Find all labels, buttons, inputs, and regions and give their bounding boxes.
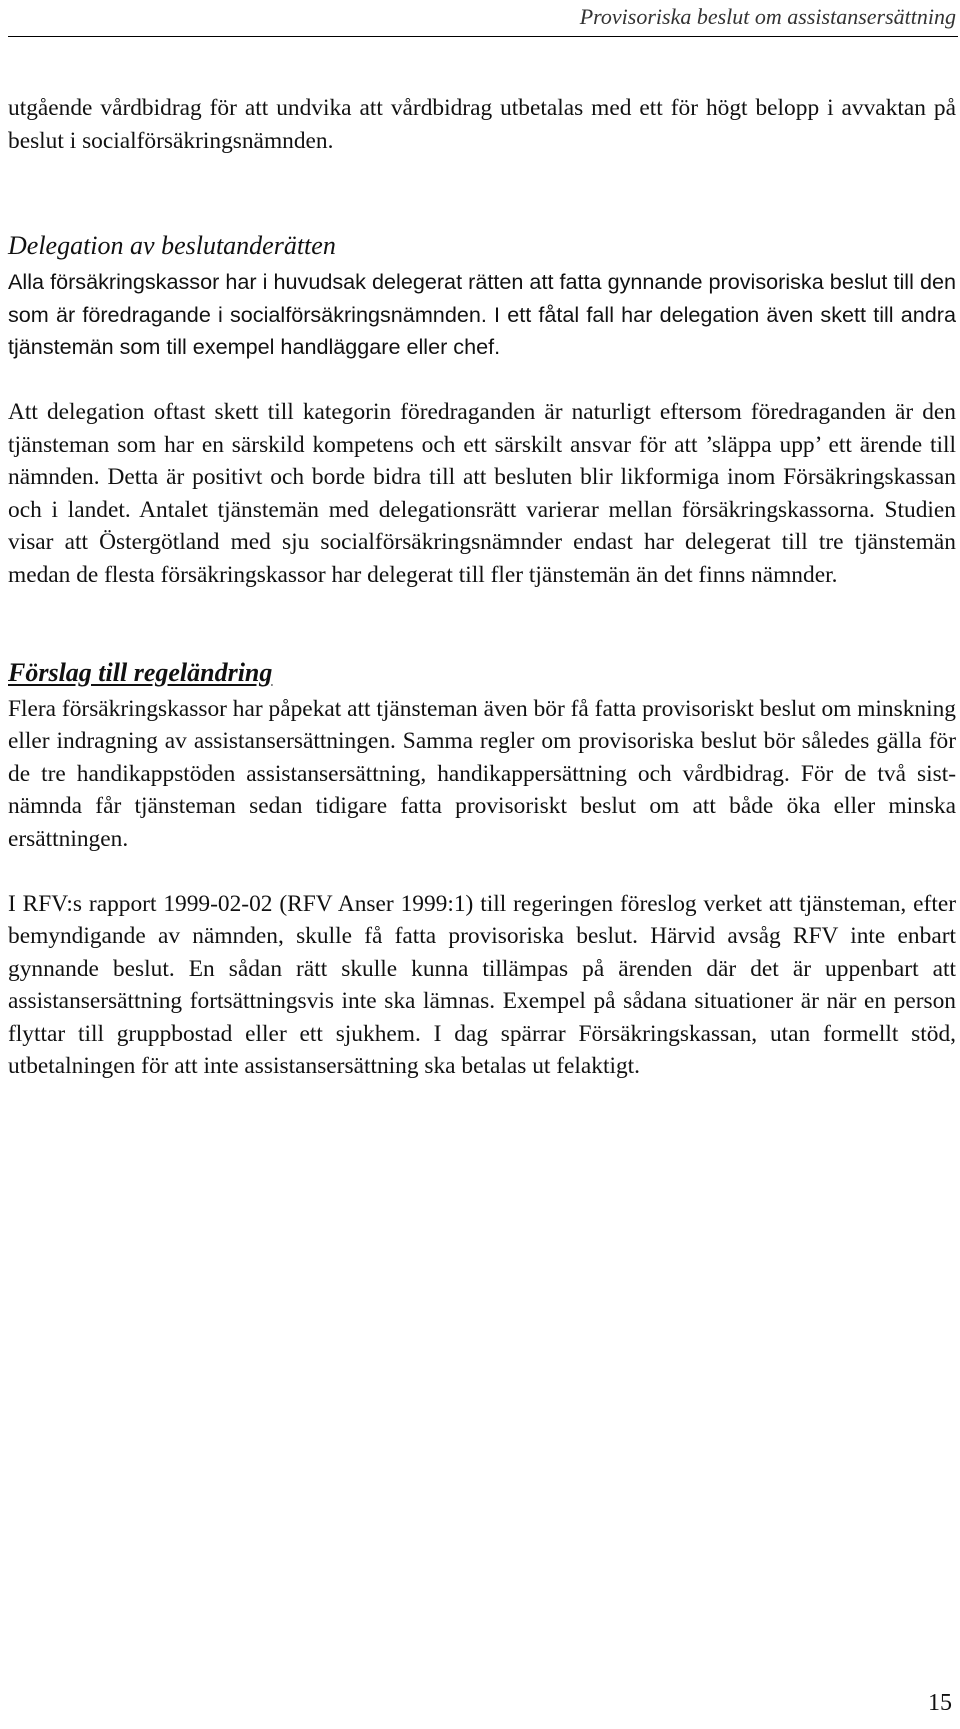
- paragraph-continuation: utgående vårdbidrag för att undvika att vårdbidrag utbetalas med ett för högt belopp i avvaktan på beslut i socialförsäkringsnämnden.: [8, 95, 956, 154]
- paragraph-delegation-intro: Alla försäkringskassor har i huvudsak delegerat rätten att fatta gynnande provisoriska beslut till den som är föredragande i socialförsäkringsnämnden. I ett fåtal fall har delegation även skett till andra tjänstemän som till exempel handläggare eller chef.: [8, 269, 956, 360]
- paragraph-proposal: Flera försäkringskassor har påpekat att tjänsteman även bör få fatta provisoriskt beslut om minskning eller indragning av assistansersättningen. Samma regler om provisoriska beslut bör således gälla för de tre handikappstöden assistansersättning, handikappersättning och vårdbidrag. För de två sistnämnda får tjänsteman sedan tidigare fatta provisoriskt beslut om att både öka eller minska ersättningen.: [8, 695, 956, 852]
- page-body: [8, 92, 956, 1083]
- page-number: 15: [928, 1690, 952, 1716]
- running-header: [8, 0, 958, 37]
- section-heading-delegation: Delegation av beslutanderätten: [8, 231, 336, 261]
- running-title: Provisoriska beslut om assistansersättning: [579, 4, 956, 29]
- paragraph-rfv-report: I RFV:s rapport 1999-02-02 (RFV Anser 1999:1) till regeringen föreslog verket att tjänsteman, efter bemyndigande av nämnden, skulle få fatta provisoriska beslut. Härvid avsåg RFV inte enbart gynnande beslut. En sådan rätt skulle kunna tillämpas på ärenden där det är uppenbart att assistansersättning fortsättningsvis inte ska lämnas. Exempel på sådana situationer är när en person flyttar till gruppbostad eller ett sjukhem. I dag spärrar Försäkringskassan, utan formellt stöd, utbetalningen för att inte assistansersättning ska betalas ut felaktigt.: [8, 890, 956, 1080]
- paragraph-delegation-details: Att delegation oftast skett till kategorin föredraganden är naturligt eftersom föredraganden är den tjänsteman som har en särskild kompetens och ett särskilt ansvar för att ’släppa upp’ ett ärende till nämnden. Detta är positivt och borde bidra till att besluten blir likformiga inom Försäkringskassan och i landet. Antalet tjänstemän med delegationsrätt varierar mellan försäkringskassorna. Studien visar att Östergötland med sju socialförsäkringsnämnder endast har delegerat till tre tjänstemän medan de flesta försäkringskassor har delegerat till fler tjänstemän än det finns nämnder.: [8, 398, 956, 588]
- section-heading-proposal: Förslag till regeländring: [8, 657, 273, 687]
